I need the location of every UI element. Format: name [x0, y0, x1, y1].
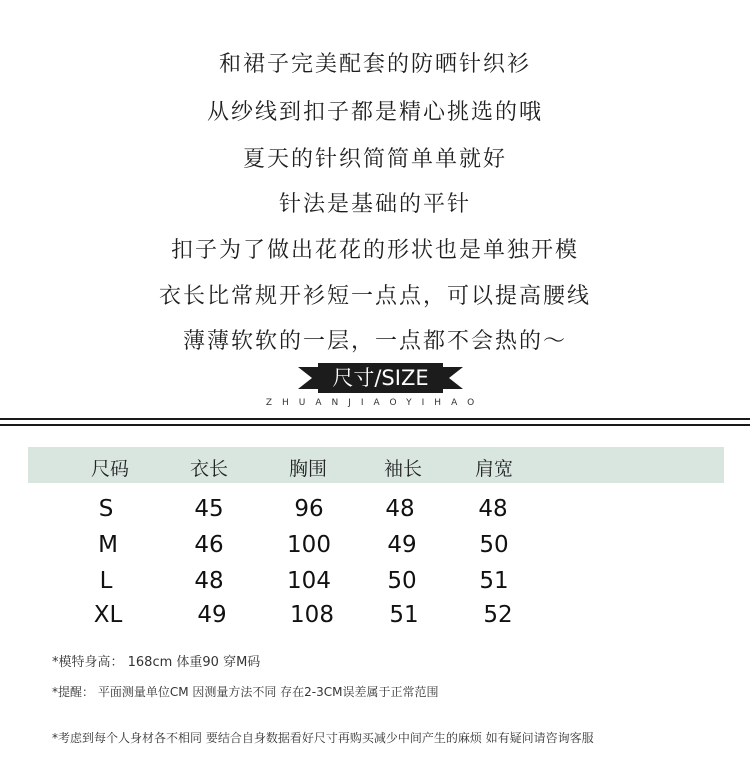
table-row: [28, 532, 724, 566]
table-cell: 49: [387, 532, 417, 558]
table-row: [28, 602, 724, 636]
table-cell: 48: [478, 496, 508, 522]
intro-line: 扣子为了做出花花的形状也是单独开模: [170, 238, 579, 263]
table-cell: 49: [197, 602, 227, 628]
measurement-reminder-note: *提醒： 平面测量单位CM 因测量方法不同 存在2-3CM误差属于正常范围: [52, 685, 439, 699]
intro-line: 从纱线到扣子都是精心挑选的哦: [206, 100, 543, 125]
table-cell: 48: [385, 496, 415, 522]
column-header: 尺码: [90, 458, 129, 480]
table-cell: 51: [389, 602, 419, 628]
size-banner-title: 尺寸/SIZE: [332, 366, 429, 390]
table-cell: 108: [290, 602, 334, 628]
intro-line: 和裙子完美配套的防晒针织衫: [218, 52, 531, 77]
divider-line: [0, 418, 750, 420]
sizing-advice-note: *考虑到每个人身材各不相同 要结合自身数据看好尺寸再购买减少中间产生的麻烦 如有疑问请咨询客服: [52, 731, 594, 745]
table-cell: 51: [479, 568, 509, 594]
table-cell: 104: [287, 568, 331, 594]
intro-line: 针法是基础的平针: [278, 192, 471, 217]
table-cell: 48: [194, 568, 224, 594]
table-cell: 45: [194, 496, 224, 522]
intro-line: 薄薄软软的一层，一点都不会热的～: [182, 329, 567, 354]
column-header: 衣长: [189, 458, 228, 480]
table-cell: S: [98, 496, 114, 522]
model-info-note: *模特身高： 168cm 体重90 穿M码: [52, 655, 261, 670]
table-cell: 100: [287, 532, 331, 558]
intro-line: 夏天的针织简简单单就好: [242, 147, 507, 172]
size-banner-subtitle: ZHUANJIAOYIHAO: [265, 398, 485, 408]
table-cell: XL: [93, 602, 123, 628]
table-cell: 96: [294, 496, 324, 522]
table-row: [28, 496, 724, 530]
intro-line: 衣长比常规开衫短一点点，可以提高腰线: [158, 284, 591, 309]
column-header: 胸围: [288, 458, 327, 480]
table-cell: 50: [387, 568, 417, 594]
table-cell: 50: [479, 532, 509, 558]
size-banner: [298, 363, 463, 393]
table-cell: L: [99, 568, 113, 594]
table-row: [28, 568, 724, 602]
size-table-header: [28, 447, 724, 483]
divider-line: [0, 424, 750, 426]
column-header: 肩宽: [474, 458, 513, 480]
column-header: 袖长: [383, 458, 422, 480]
table-cell: M: [98, 532, 118, 558]
table-cell: 52: [483, 602, 513, 628]
table-cell: 46: [194, 532, 224, 558]
